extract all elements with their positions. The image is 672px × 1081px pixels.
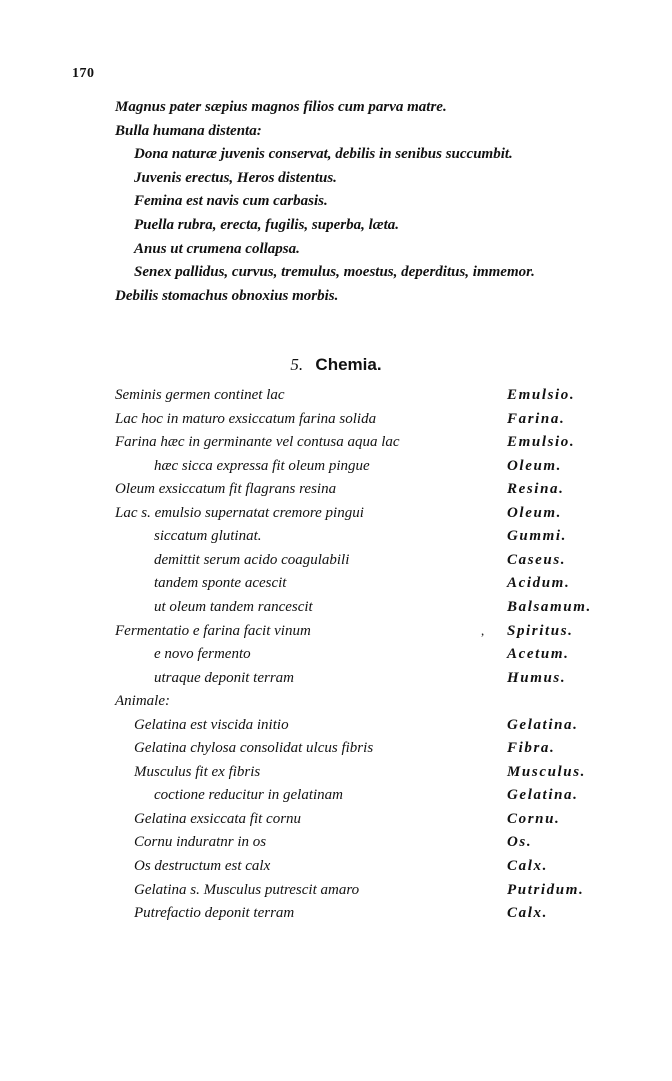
table-row <box>0 832 672 855</box>
row-product: Calx. <box>507 858 548 874</box>
verse-line: Magnus pater sæpius magnos filios cum parva matre. <box>115 99 447 115</box>
row-description: Gelatina chylosa consolidat ulcus fibris <box>134 740 374 757</box>
table-row <box>0 456 672 479</box>
verse-line: Bulla humana distenta: <box>115 122 262 139</box>
row-product: Humus. <box>507 669 567 686</box>
table-row <box>0 691 672 714</box>
table-row <box>0 715 672 738</box>
table-row <box>0 573 672 596</box>
row-description: utraque deponit terram <box>154 669 294 686</box>
table-row <box>0 738 672 761</box>
row-product: Gummi. <box>507 528 568 545</box>
row-description: Musculus fit ex fibris <box>134 763 261 780</box>
row-product: Gelatina. <box>507 787 579 804</box>
verse-line: Dona naturæ juvenis conservat, debilis in senibus succumbit. <box>134 146 513 163</box>
row-description: siccatum glutinat. <box>154 528 262 545</box>
verse-line: Puella rubra, erecta, fugilis, superba, læta. <box>134 217 400 233</box>
row-description: Farina hæc in germinante vel contusa aqua lac <box>115 434 400 451</box>
row-description: hæc sicca expressa fit oleum pingue <box>154 457 370 474</box>
row-product: Emulsio. <box>507 434 576 451</box>
table-row <box>0 597 672 620</box>
row-description: Animale: <box>115 693 170 710</box>
table-row <box>0 880 672 903</box>
table-row <box>0 432 672 455</box>
row-product: Resina. <box>507 481 565 498</box>
row-description: Os destructum est calx <box>134 858 271 874</box>
row-description: Lac s. emulsio supernatat cremore pingui <box>115 504 364 521</box>
table-row <box>0 621 672 644</box>
row-product: Gelatina. <box>507 716 579 733</box>
section-number: 5. <box>290 355 304 374</box>
row-product: Cornu. <box>507 810 561 827</box>
table-row <box>0 809 672 832</box>
table-row <box>0 503 672 526</box>
table-row <box>0 385 672 408</box>
section-heading <box>0 354 672 376</box>
row-product: Spiritus. <box>507 622 574 639</box>
verse-line: Senex pallidus, curvus, tremulus, moestus, deperditus, immemor. <box>134 264 535 281</box>
section-title: Chemia. <box>315 355 382 374</box>
row-product: Musculus. <box>507 763 587 780</box>
row-product: Caseus. <box>507 551 567 568</box>
row-description: Oleum exsiccatum fit flagrans resina <box>115 481 337 498</box>
row-description: e novo fermento <box>154 646 251 663</box>
row-description: Seminis germen continet lac <box>115 387 285 403</box>
verse-line: Juvenis erectus, Heros distentus. <box>134 169 337 186</box>
row-product: Acetum. <box>507 646 570 663</box>
row-description: demittit serum acido coagulabili <box>154 551 350 568</box>
table-row <box>0 550 672 573</box>
verse-line: Femina est navis cum carbasis. <box>134 193 328 210</box>
row-description: Lac hoc in maturo exsiccatum farina solida <box>115 410 377 427</box>
row-description: Putrefactio deponit terram <box>134 905 295 922</box>
verse-line: Anus ut crumena collapsa. <box>134 240 300 257</box>
table-row <box>0 856 672 879</box>
table-row <box>0 785 672 808</box>
row-description: tandem sponte acescit <box>154 575 287 592</box>
table-row <box>0 762 672 785</box>
row-description: Gelatina est viscida initio <box>134 716 289 733</box>
table-row <box>0 644 672 667</box>
row-product: Calx. <box>507 905 548 922</box>
row-product: Fibra. <box>507 740 556 757</box>
table-row <box>0 409 672 432</box>
table-row <box>0 526 672 549</box>
table-row <box>0 668 672 691</box>
page-number: 170 <box>72 66 95 81</box>
row-product: Os. <box>507 834 533 851</box>
table-row <box>0 903 672 926</box>
row-description: coctione reducitur in gelatinam <box>154 787 343 804</box>
row-mark: , <box>481 622 485 638</box>
verse-line: Debilis stomachus obnoxius morbis. <box>115 287 339 304</box>
row-product: Acidum. <box>507 575 571 592</box>
row-product: Oleum. <box>507 457 563 474</box>
row-description: ut oleum tandem rancescit <box>154 598 313 615</box>
row-product: Balsamum. <box>507 598 592 615</box>
row-product: Putridum. <box>507 881 585 898</box>
row-description: Cornu induratnr in os <box>134 834 267 851</box>
row-product: Emulsio. <box>507 387 576 403</box>
row-description: Fermentatio e farina facit vinum <box>115 622 311 639</box>
row-description: Gelatina exsiccata fit cornu <box>134 810 302 827</box>
row-product: Farina. <box>507 410 566 427</box>
table-row <box>0 479 672 502</box>
row-product: Oleum. <box>507 504 563 521</box>
row-description: Gelatina s. Musculus putrescit amaro <box>134 881 360 898</box>
